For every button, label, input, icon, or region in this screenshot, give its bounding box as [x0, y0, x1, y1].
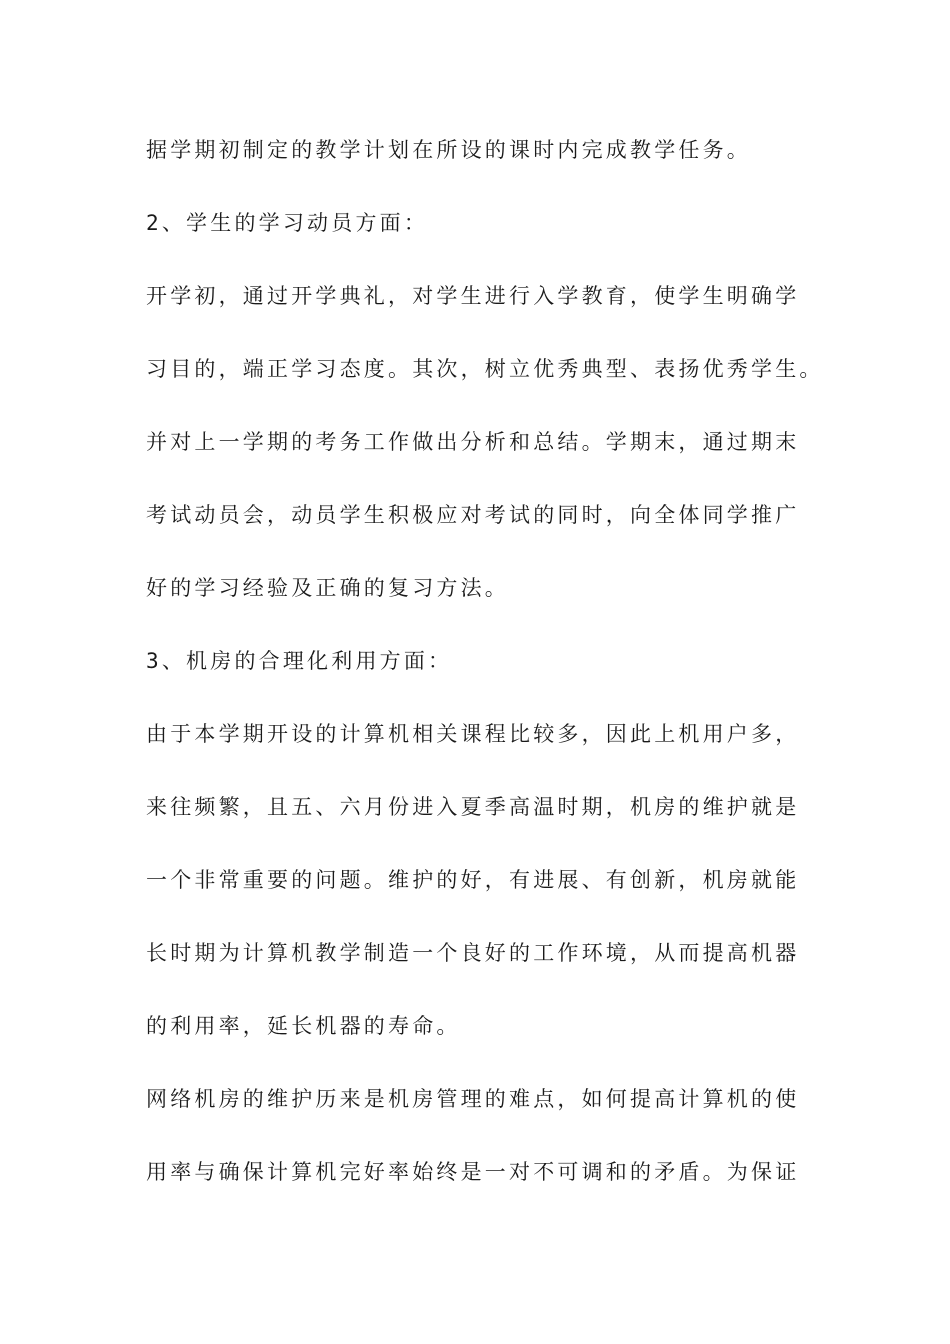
text-line: 考试动员会，动员学生积极应对考试的同时，向全体同学推广 [146, 503, 800, 527]
text-line: 的利用率，延长机器的寿命。 [146, 1014, 461, 1038]
text-line: 长时期为计算机教学制造一个良好的工作环境，从而提高机器 [146, 941, 800, 965]
text-line: 习目的，端正学习态度。其次，树立优秀典型、表扬优秀学生。 [146, 357, 824, 381]
section-heading: 3、机房的合理化利用方面： [146, 649, 453, 673]
text-line: 一个非常重要的问题。维护的好，有进展、有创新，机房就能 [146, 868, 800, 892]
text-line: 好的学习经验及正确的复习方法。 [146, 576, 509, 600]
text-line: 用率与确保计算机完好率始终是一对不可调和的矛盾。为保证 [146, 1160, 800, 1184]
text-line: 由于本学期开设的计算机相关课程比较多，因此上机用户多， [146, 722, 800, 746]
text-line: 据学期初制定的教学计划在所设的课时内完成教学任务。 [146, 138, 751, 162]
text-line: 并对上一学期的考务工作做出分析和总结。学期末，通过期末 [146, 430, 800, 454]
text-line: 网络机房的维护历来是机房管理的难点，如何提高计算机的使 [146, 1087, 800, 1111]
text-line: 开学初，通过开学典礼，对学生进行入学教育，使学生明确学 [146, 284, 800, 308]
section-heading: 2、学生的学习动员方面： [146, 211, 429, 235]
text-line: 来往频繁，且五、六月份进入夏季高温时期，机房的维护就是 [146, 795, 800, 819]
